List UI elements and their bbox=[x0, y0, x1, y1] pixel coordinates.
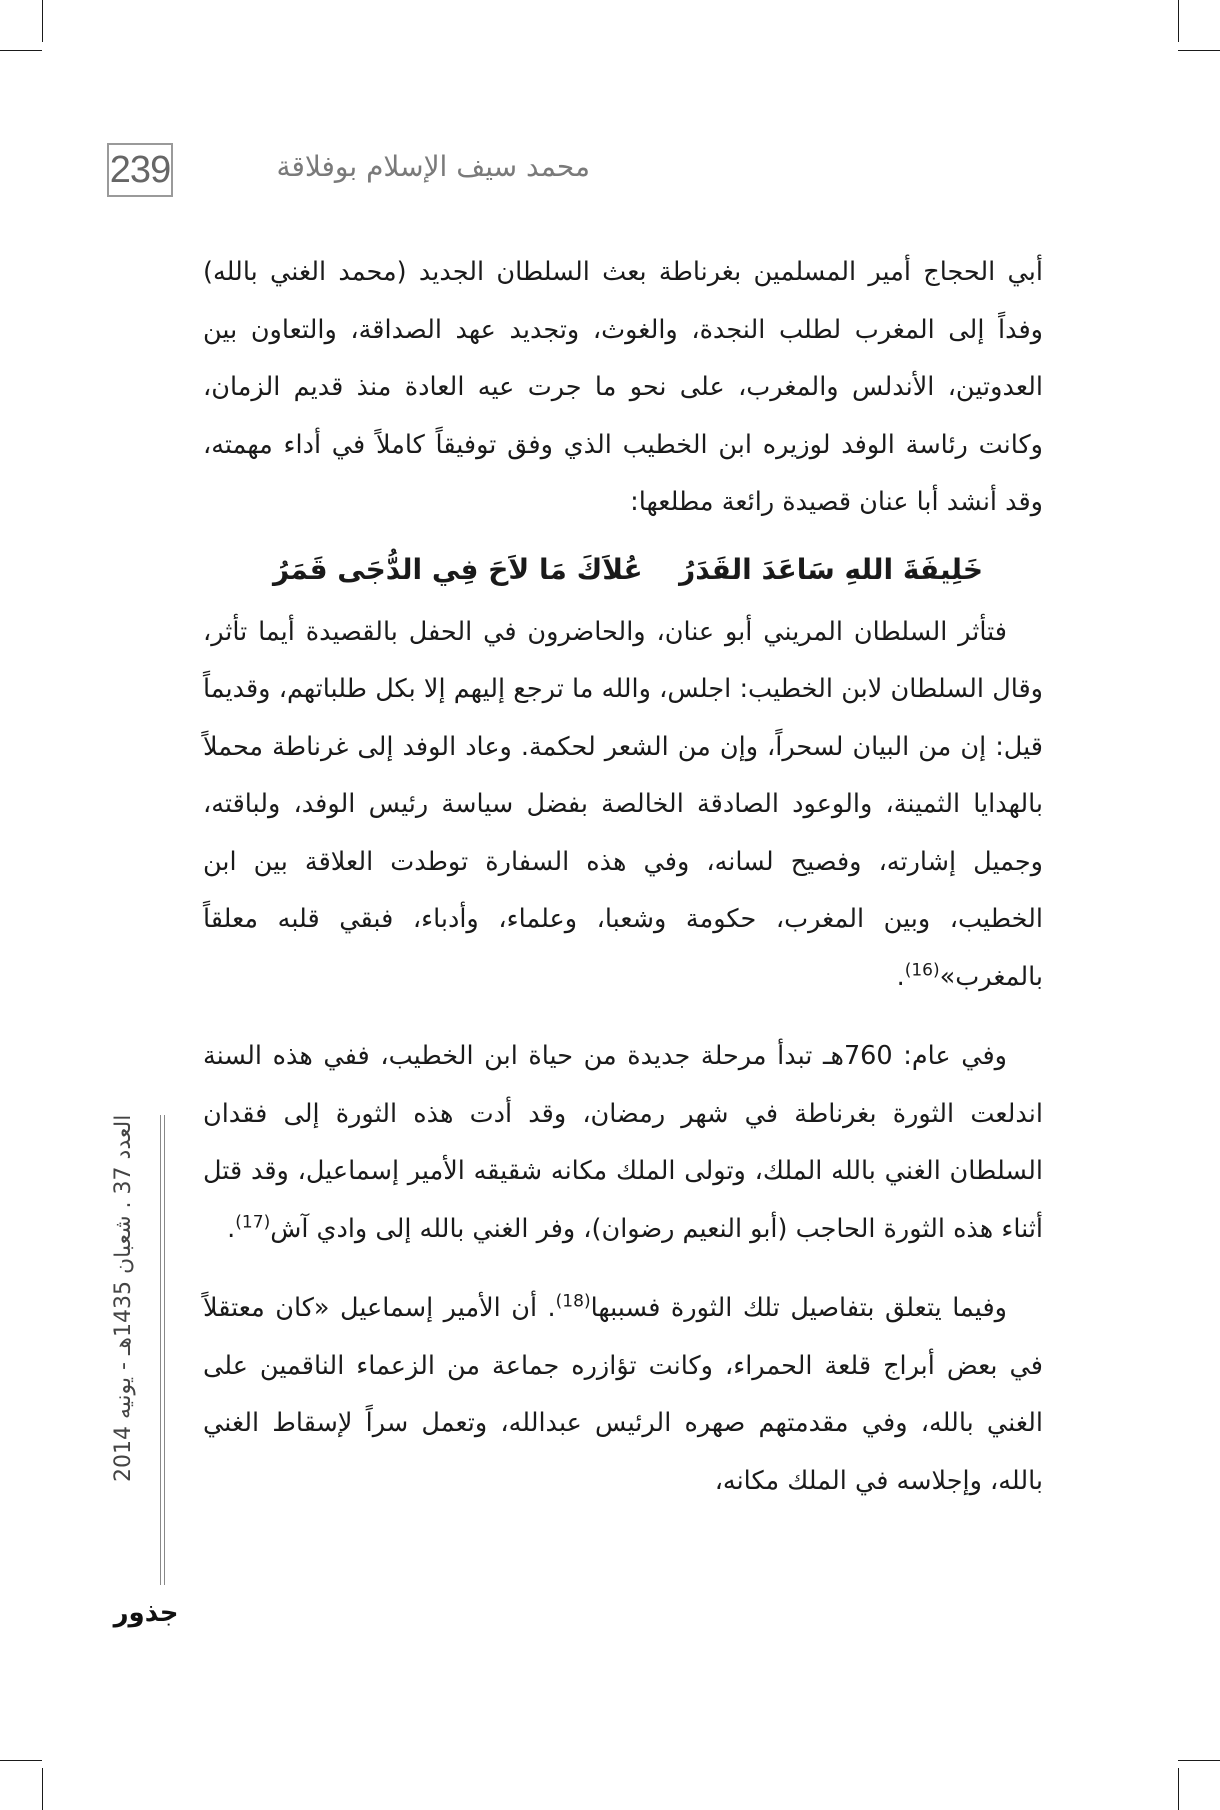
poem-verse bbox=[203, 532, 1043, 604]
paragraph bbox=[203, 1028, 1043, 1258]
footnote-ref: (16) bbox=[904, 960, 940, 980]
paragraph-text: وفي عام: 760هـ تبدأ مرحلة جديدة من حياة ابن الخطيب، ففي هذه السنة اندلعت الثورة بغرناطة في شهر رمضان، وقد أدت هذه الثورة إلى فقدان السلطان الغني بالله الملك، وتولى الملك مكانه شقيقه الأمير إسماعيل، وقد قتل أثناء هذه الثورة الحاجب (أبو النعيم رضوان)، وفر الغني بالله إلى وادي آش bbox=[203, 1041, 1043, 1244]
paragraph-end: . bbox=[896, 961, 905, 992]
paragraph-end: . bbox=[227, 1213, 236, 1244]
journal-logo: جذور bbox=[113, 1598, 179, 1628]
footnote-ref: (18) bbox=[555, 1291, 591, 1312]
verse-hemistich-left: عُلاَكَ مَا لاَحَ فِي الدُّجَى قَمَرُ bbox=[273, 552, 643, 586]
paragraph-text: . أن الأمير إسماعيل «كان معتقلاً في بعض أبراج قلعة الحمراء، وكانت تؤازره جماعة من الزعماء الناقمين على الغني بالله، وفي مقدمتهم صهره الرئيس عبدالله، وتعمل سراً لإسقاط الغني بالله، وإجلاسه في الملك مكانه، bbox=[203, 1293, 1043, 1496]
divider bbox=[164, 1115, 165, 1585]
crop-mark bbox=[0, 1760, 42, 1761]
crop-mark bbox=[1178, 1768, 1179, 1810]
paragraph-text: فتأثر السلطان المريني أبو عنان، والحاضرون في الحفل بالقصيدة أيما تأثر، وقال السلطان لابن الخطيب: اجلس، والله ما ترجع إليهم إلا بكل طلباتهم، وقديماً قيل: إن من البيان لسحراً، وإن من الشعر لحكمة. وعاد الوفد إلى غرناطة محملاً بالهدايا الثمينة، والوعود الصادقة الخالصة بفضل سياسة رئيس الوفد، ولباقته، وجميل إشارته، وفصيح لسانه، وفي هذه السفارة توطدت العلاقة بين ابن الخطيب، وبين المغرب، حكومة وشعبا، وعلماء، وأدباء، فبقي قلبه معلقاً بالمغرب» bbox=[203, 616, 1043, 992]
crop-mark bbox=[1178, 50, 1220, 51]
crop-mark bbox=[0, 50, 42, 51]
footnote-ref: (17) bbox=[235, 1212, 271, 1232]
running-head: محمد سيف الإسلام بوفلاقة bbox=[276, 150, 590, 183]
paragraph-text: وفيما يتعلق بتفاصيل تلك الثورة فسببها bbox=[590, 1293, 1007, 1323]
paragraph: أبي الحجاج أمير المسلمين بغرناطة بعث السلطان الجديد (محمد الغني بالله) وفداً إلى المغرب لطلب النجدة، والغوث، وتجديد عهد الصداقة، والتعاون بين العدوتين، الأندلس والمغرب، على نحو ما جرت عيه العادة منذ قديم الزمان، وكانت رئاسة الوفد لوزيره ابن الخطيب الذي وفق توفيقاً كاملاً في أداء مهمته، وقد أنشد أبا عنان قصيدة رائعة مطلعها: bbox=[203, 257, 1043, 517]
crop-mark bbox=[1178, 1760, 1220, 1761]
crop-mark bbox=[1178, 0, 1179, 42]
paragraph bbox=[203, 604, 1043, 1007]
page-number: 239 bbox=[107, 143, 173, 197]
divider bbox=[160, 1115, 161, 1585]
crop-mark bbox=[42, 0, 43, 42]
verse-hemistich-right: خَلِيفَةَ اللهِ سَاعَدَ القَدَرُ bbox=[679, 552, 983, 586]
article-body bbox=[203, 244, 1043, 1510]
crop-mark bbox=[42, 1768, 43, 1810]
paragraph bbox=[203, 1280, 1043, 1510]
issue-info: العدد 37 . شعبان 1435هـ - يونيه 2014 bbox=[111, 1115, 136, 1483]
